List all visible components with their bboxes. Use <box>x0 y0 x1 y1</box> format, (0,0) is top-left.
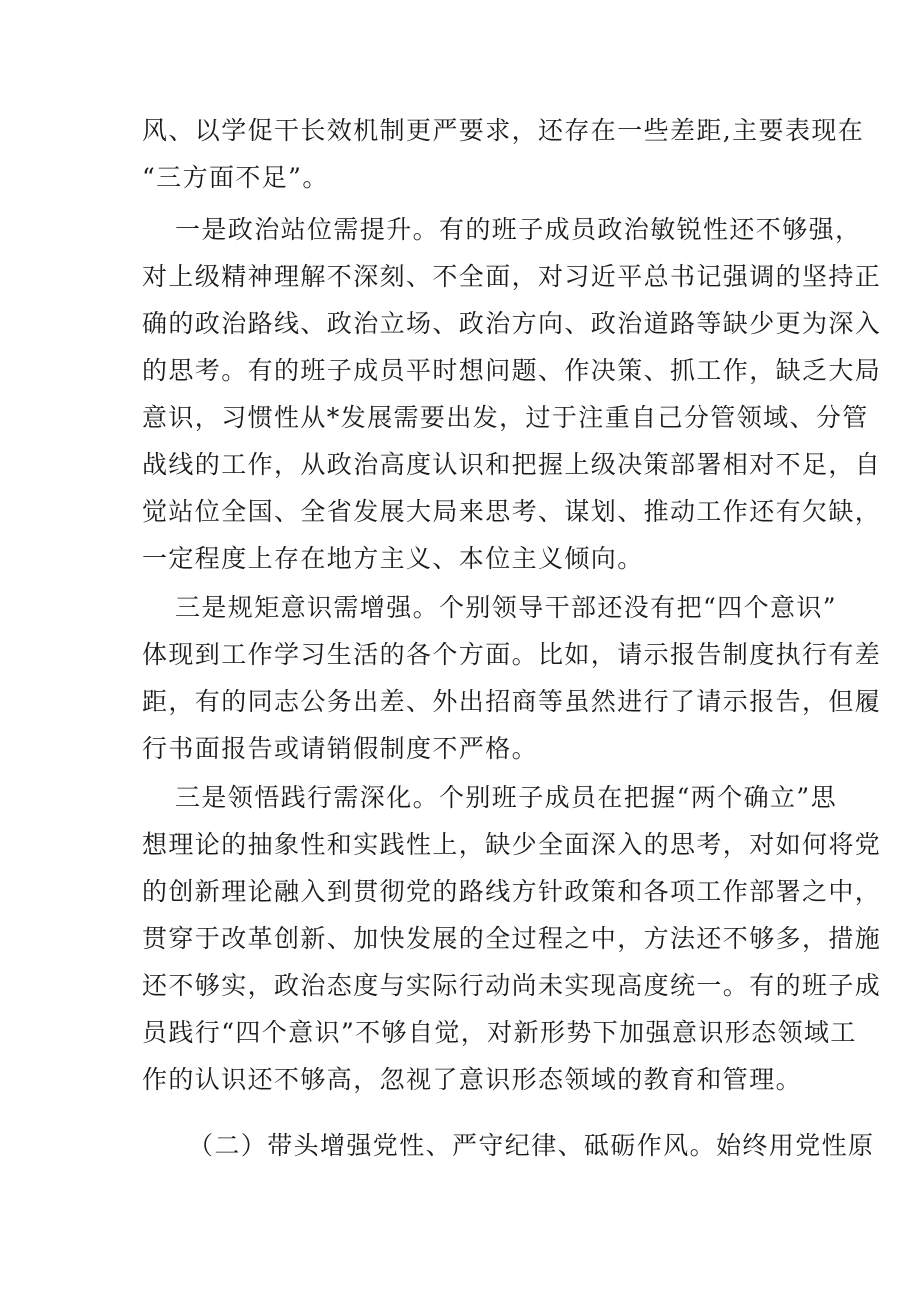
text-line: 作的认识还不够高，忽视了意识形态领域的教育和管理。 <box>142 1065 803 1094</box>
text-line: 的思考。有的班子成员平时想问题、作决策、抓工作，缺乏大局 <box>142 356 882 385</box>
text-line: 距，有的同志公务出差、外出招商等虽然进行了请示报告，但履 <box>142 687 882 716</box>
text-line: 贯穿于改革创新、加快发展的全过程之中，方法还不够多，措施 <box>142 924 882 953</box>
text-line: 员践行“四个意识”不够自觉，对新形势下加强意识形态领域工 <box>142 1018 857 1047</box>
section-heading-line: （二）带头增强党性、严守纪律、砥砺作风。始终用党性原 <box>188 1131 875 1160</box>
text-line: 觉站位全国、全省发展大局来思考、谋划、推动工作还有欠缺， <box>142 497 882 526</box>
text-line: 风、以学促干长效机制更严要求，还存在一些差距,主要表现在 <box>142 116 865 145</box>
paragraph-first-line: 三是领悟践行需深化。个别班子成员在把握“两个确立”思 <box>175 783 837 812</box>
text-line: 战线的工作，从政治高度认识和把握上级决策部署相对不足，自 <box>142 450 882 479</box>
paragraph-first-line: 一是政治站位需提升。有的班子成员政治敏锐性还不够强， <box>175 215 862 244</box>
text-line: 意识，习惯性从*发展需要出发，过于注重自己分管领域、分管 <box>142 403 869 432</box>
text-line: 确的政治路线、政治立场、政治方向、政治道路等缺少更为深入 <box>142 309 882 338</box>
text-line: 还不够实，政治态度与实际行动尚未实现高度统一。有的班子成 <box>142 971 882 1000</box>
text-line: “三方面不足”。 <box>142 163 329 192</box>
text-line: 一定程度上存在地方主义、本位主义倾向。 <box>142 544 644 573</box>
text-line: 体现到工作学习生活的各个方面。比如，请示报告制度执行有差 <box>142 640 882 669</box>
text-line: 行书面报告或请销假制度不严格。 <box>142 734 539 763</box>
text-line: 想理论的抽象性和实践性上，缺少全面深入的思考，对如何将党 <box>142 830 882 859</box>
paragraph-first-line: 三是规矩意识需增强。个别领导干部还没有把“四个意识” <box>175 593 837 622</box>
text-line: 对上级精神理解不深刻、不全面，对习近平总书记强调的坚持正 <box>142 262 882 291</box>
text-line: 的创新理论融入到贯彻党的路线方针政策和各项工作部署之中， <box>142 877 882 906</box>
